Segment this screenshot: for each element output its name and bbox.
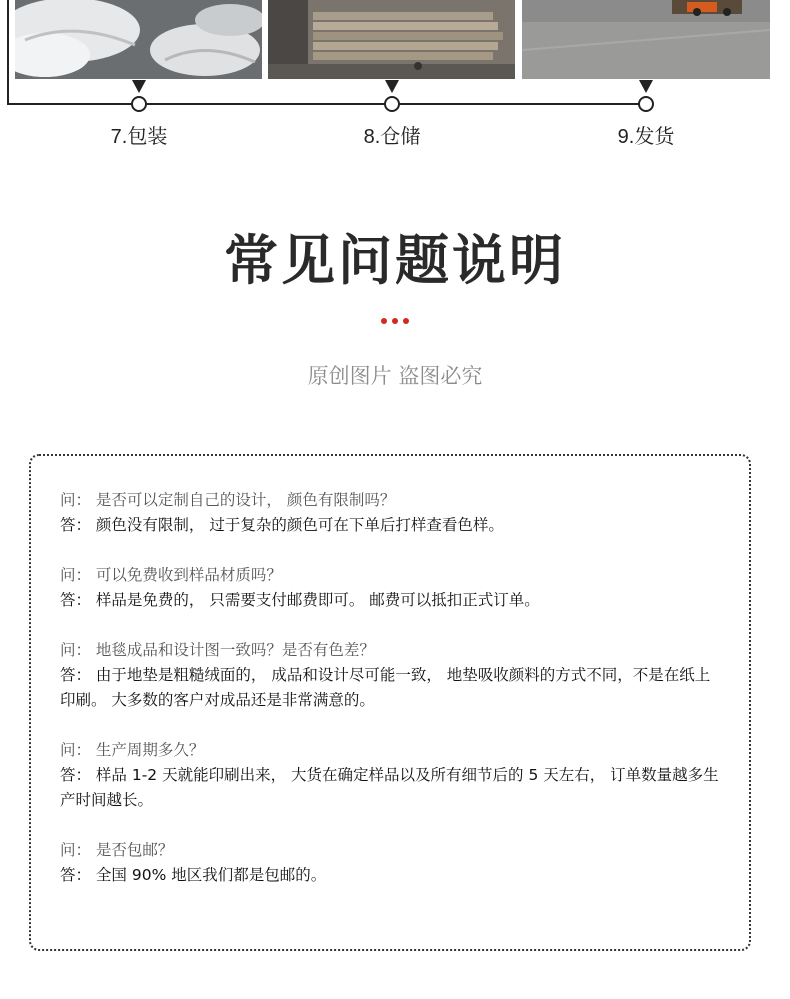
step-label-shipping: 9.发货 bbox=[617, 126, 675, 148]
faq-answer: 答： 样品 1-2 天就能印刷出来， 大货在确定样品以及所有细节后的 5 天左右， 订单数量越多生产时间越长。 bbox=[60, 766, 719, 809]
step-label-warehouse: 8.仓储 bbox=[363, 126, 421, 148]
faq-answer: 答： 样品是免费的， 只需要支付邮费即可。 邮费可以抵扣正式订单。 bbox=[60, 591, 540, 609]
timeline-line bbox=[7, 103, 649, 105]
step-arrow-icon bbox=[639, 80, 653, 93]
section-title: 常见问题说明 bbox=[224, 229, 566, 292]
step-label-packaging: 7.包装 bbox=[110, 126, 168, 148]
faq-question: 问： 生产周期多久？ bbox=[60, 741, 205, 759]
faq-item bbox=[60, 638, 720, 713]
accent-dots-icon bbox=[0, 318, 790, 324]
faq-question: 问： 是否包邮？ bbox=[60, 841, 174, 859]
faq-answer: 答： 由于地垫是粗糙绒面的， 成品和设计尽可能一致， 地垫吸收颜料的方式不同，不是在纸上印刷。 大多数的客户对成品还是非常满意的。 bbox=[60, 666, 711, 709]
timeline-left-bracket bbox=[7, 0, 9, 104]
faq-item bbox=[60, 488, 720, 538]
step-arrow-icon bbox=[132, 80, 146, 93]
section-subtitle: 原创图片 盗图必究 bbox=[307, 364, 483, 388]
packaging-photo bbox=[15, 0, 262, 79]
step-node-icon bbox=[638, 96, 654, 112]
step-node-icon bbox=[384, 96, 400, 112]
faq-item bbox=[60, 838, 720, 888]
faq-answer: 答： 颜色没有限制， 过于复杂的颜色可在下单后打样查看色样。 bbox=[60, 516, 504, 534]
shipping-photo bbox=[522, 0, 770, 79]
step-node-icon bbox=[131, 96, 147, 112]
warehouse-photo bbox=[268, 0, 515, 79]
faq-item bbox=[60, 563, 720, 613]
faq-list bbox=[60, 488, 720, 913]
faq-question: 问： 地毯成品和设计图一致吗？是否有色差？ bbox=[60, 641, 375, 659]
faq-question: 问： 可以免费收到样品材质吗？ bbox=[60, 566, 282, 584]
faq-item bbox=[60, 738, 720, 813]
faq-answer: 答： 全国 90% 地区我们都是包邮的。 bbox=[60, 866, 327, 884]
step-arrow-icon bbox=[385, 80, 399, 93]
faq-question: 问： 是否可以定制自己的设计， 颜色有限制吗？ bbox=[60, 491, 396, 509]
